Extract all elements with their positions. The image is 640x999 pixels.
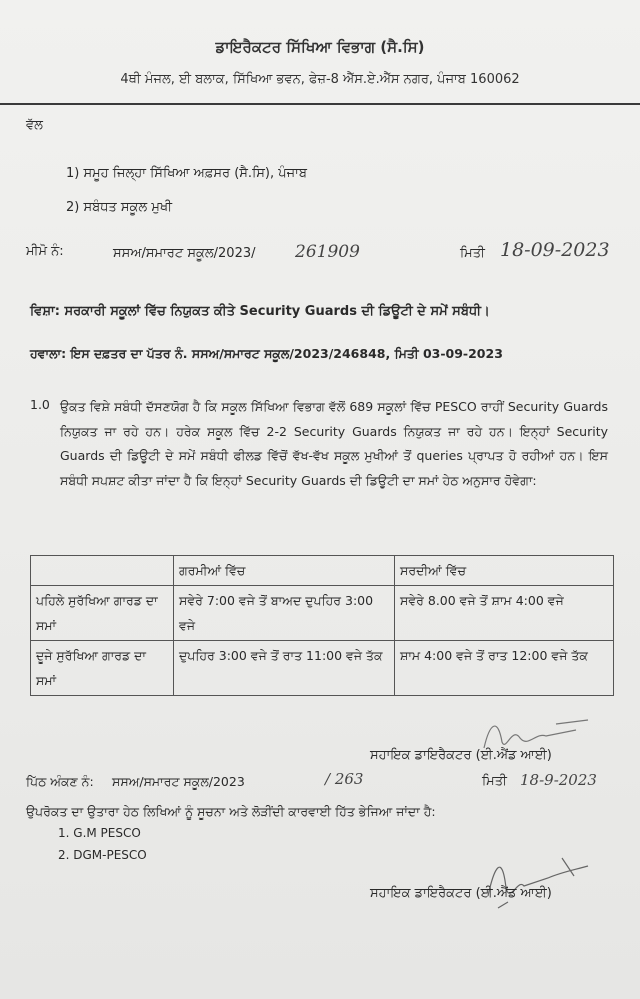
memo-number-handwritten: 261909 [295, 242, 360, 262]
table-row [31, 641, 614, 696]
table-cell: ਦੂਜੇ ਸੁਰੱਖਿਆ ਗਾਰਡ ਦਾ ਸਮਾਂ [31, 641, 174, 696]
memo-date-label: ਮਿਤੀ [460, 246, 485, 261]
memo-date-handwritten: 18-09-2023 [500, 239, 610, 261]
table-header-cell [31, 556, 174, 586]
endorsement-number-prefix: ਸਸਅ/ਸਮਾਰਟ ਸਕੂਲ/2023 [112, 774, 245, 789]
table-cell: ਸਵੇਰੇ 7:00 ਵਜੇ ਤੋਂ ਬਾਅਦ ਦੁਪਹਿਰ 3:00 ਵਜੇ [174, 586, 395, 641]
paragraph-text: ਉਕਤ ਵਿਸ਼ੇ ਸਬੰਧੀ ਦੱਸਣਯੋਗ ਹੈ ਕਿ ਸਕੂਲ ਸਿੱਖਿਆ ਵਿਭਾਗ ਵੱਲੋਂ 689 ਸਕੂਲਾਂ ਵਿੱਚ PESCO ਰਾਹੀਂ Security Guards ਨਿਯੁਕਤ ਜਾ ਰਹੇ ਹਨ। ਹਰੇਕ ਸਕੂਲ ਵਿੱਚ 2-2 Security Guards ਨਿਯੁਕਤ ਜਾ ਰਹੇ ਹਨ। ਇਨ੍ਹਾਂ Security Guards ਦੀ ਡਿਊਟੀ ਦੇ ਸਮੇਂ ਸਬੰਧੀ ਫੀਲਡ ਵਿੱਚੋਂ ਵੱਖ-ਵੱਖ ਸਕੂਲ ਮੁਖੀਆਂ ਤੋਂ queries ਪ੍ਰਾਪਤ ਹੋ ਰਹੀਆਂ ਹਨ। ਇਸ ਸਬੰਧੀ ਸਪਸ਼ਟ ਕੀਤਾ ਜਾਂਦਾ ਹੈ ਕਿ ਇਨ੍ਹਾਂ Security Guards ਦੀ ਡਿਊਟੀ ਦਾ ਸਮਾਂ ਹੇਠ ਅਨੁਸਾਰ ਹੋਵੇਗਾ: [60, 399, 608, 488]
subject-line [30, 304, 490, 319]
to-label: ਵੱਲ [26, 118, 43, 133]
office-title: ਡਾਇਰੈਕਟਰ ਸਿੱਖਿਆ ਵਿਭਾਗ (ਸੈ.ਸਿ) [215, 38, 425, 56]
reference-line [30, 346, 503, 362]
subject-text: ਸਰਕਾਰੀ ਸਕੂਲਾਂ ਵਿੱਚ ਨਿਯੁਕਤ ਕੀਤੇ Security Guards ਦੀ ਡਿਊਟੀ ਦੇ ਸਮੇਂ ਸਬੰਧੀ। [64, 304, 490, 319]
table-cell: ਸ਼ਾਮ 4:00 ਵਜੇ ਤੋਂ ਰਾਤ 12:00 ਵਜੇ ਤੱਕ [395, 641, 614, 696]
copy-recipient: 1. G.M PESCO [58, 826, 141, 840]
table-row [31, 586, 614, 641]
table-header-row [31, 556, 614, 586]
table-header-cell: ਗਰਮੀਆਂ ਵਿੱਚ [174, 556, 395, 586]
endorsement-line: ਉਪਰੋਕਤ ਦਾ ਉਤਾਰਾ ਹੇਠ ਲਿਖਿਆਂ ਨੂੰ ਸੂਚਨਾ ਅਤੇ ਲੋੜੀਂਦੀ ਕਾਰਵਾਈ ਹਿੱਤ ਭੇਜਿਆ ਜਾਂਦਾ ਹੈ: [26, 804, 436, 819]
paragraph-number: 1.0 [30, 397, 50, 412]
table-cell: ਪਹਿਲੇ ਸੁਰੱਖਿਆ ਗਾਰਡ ਦਾ ਸਮਾਂ [31, 586, 174, 641]
table-header-cell: ਸਰਦੀਆਂ ਵਿੱਚ [395, 556, 614, 586]
reference-text: ਇਸ ਦਫ਼ਤਰ ਦਾ ਪੱਤਰ ਨੰ. ਸਸਅ/ਸਮਾਰਟ ਸਕੂਲ/2023/246848, ਮਿਤੀ 03-09-2023 [70, 346, 503, 361]
reference-label: ਹਵਾਲਾ: [30, 346, 67, 361]
office-address: 4ਥੀ ਮੰਜਲ, ਈ ਬਲਾਕ, ਸਿੱਖਿਆ ਭਵਨ, ਫੇਜ਼-8 ਐੱਸ.ਏ.ਐੱਸ ਨਗਰ, ਪੰਜਾਬ 160062 [120, 72, 520, 87]
memo-label: ਮੀਮੋ ਨੰ: [26, 244, 64, 259]
signatory-title: ਸਹਾਇਕ ਡਾਇਰੈਕਟਰ (ਈ.ਐਂਡ ਆਈ) [370, 748, 552, 763]
signatory-title: ਸਹਾਇਕ ਡਾਇਰੈਕਟਰ (ਈ.ਐਂਡ ਆਈ) [370, 886, 552, 901]
recipient-item: 1) ਸਮੂਹ ਜਿਲ੍ਹਾ ਸਿੱਖਿਆ ਅਫ਼ਸਰ (ਸੈ.ਸਿ), ਪੰਜਾਬ [66, 166, 307, 181]
recipient-item: 2) ਸਬੰਧਤ ਸਕੂਲ ਮੁਖੀ [66, 200, 173, 215]
duty-timing-table [30, 555, 614, 696]
signature-scribble [478, 848, 598, 914]
copy-recipient: 2. DGM-PESCO [58, 848, 147, 862]
endorsement-label: ਪਿੱਠ ਅੰਕਣ ਨੰ: [26, 774, 94, 789]
endorsement-number-handwritten: / 263 [325, 770, 364, 788]
memo-number-prefix: ਸਸਅ/ਸਮਾਰਟ ਸਕੂਲ/2023/ [113, 246, 256, 261]
header-divider [0, 103, 640, 105]
table-cell: ਦੁਪਹਿਰ 3:00 ਵਜੇ ਤੋਂ ਰਾਤ 11:00 ਵਜੇ ਤੱਕ [174, 641, 395, 696]
endorsement-date-label: ਮਿਤੀ [482, 774, 507, 789]
table-cell: ਸਵੇਰੇ 8.00 ਵਜੇ ਤੋਂ ਸ਼ਾਮ 4:00 ਵਜੇ [395, 586, 614, 641]
subject-label: ਵਿਸ਼ਾ: [30, 304, 60, 319]
endorsement-date-handwritten: 18-9-2023 [520, 771, 597, 789]
